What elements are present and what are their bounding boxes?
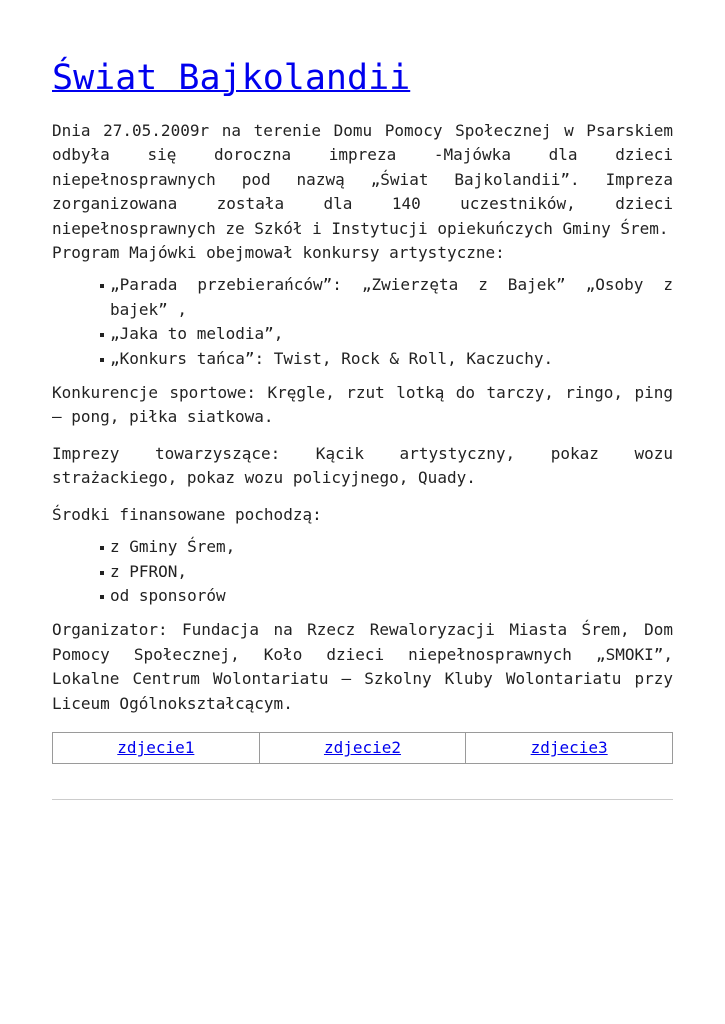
- organizer-paragraph: Organizator: Fundacja na Rzecz Rewaloryzacji Miasta Śrem, Dom Pomocy Społecznej, Koło dzieci niepełnosprawnych „SMOKI”, Lokalne Centrum Wolontariatu – Szkolny Kluby Wolontariatu przy Liceum Ogólnokształcącym.: [52, 620, 673, 713]
- photo-link-1[interactable]: zdjecie1: [117, 738, 195, 758]
- table-cell: [53, 732, 260, 763]
- funding-intro: Środki finansowane pochodzą:: [52, 504, 322, 524]
- contest-list: [52, 273, 673, 371]
- list-item: „Parada przebierańców”: „Zwierzęta z Bajek” „Osoby z bajek” ,: [110, 273, 673, 322]
- photo-link-3[interactable]: zdjecie3: [530, 738, 608, 758]
- table-cell: [259, 732, 466, 763]
- list-item: z PFRON,: [110, 560, 673, 584]
- list-item: od sponsorów: [110, 584, 673, 608]
- article-title: [52, 52, 673, 104]
- divider: [52, 799, 673, 800]
- funding-list: [52, 535, 673, 608]
- list-item: „Konkurs tańca”: Twist, Rock & Roll, Kaczuchy.: [110, 347, 673, 371]
- photo-links-table: [52, 732, 673, 764]
- sports-paragraph: Konkurencje sportowe: Kręgle, rzut lotką do tarczy, ringo, ping – pong, piłka siatkowa.: [52, 383, 673, 427]
- list-item: z Gminy Śrem,: [110, 535, 673, 559]
- program-intro: Program Majówki obejmował konkursy artystyczne:: [52, 243, 505, 263]
- table-cell: [466, 732, 673, 763]
- article: [52, 52, 673, 800]
- table-row: [53, 732, 673, 763]
- article-title-link[interactable]: Świat Bajkolandii: [52, 58, 411, 98]
- side-events-paragraph: Imprezy towarzyszące: Kącik artystyczny, pokaz wozu strażackiego, pokaz wozu policyjnego, Quady.: [52, 443, 673, 488]
- photo-link-2[interactable]: zdjecie2: [323, 738, 402, 758]
- list-item: „Jaka to melodia”,: [110, 322, 673, 346]
- intro-paragraph: Dnia 27.05.2009r na terenie Domu Pomocy Społecznej w Psarskiem odbyła się doroczna impreza -Majówka dla dzieci niepełnosprawnych pod nazwą „Świat Bajkolandii”. Impreza zorganizowana została dla 140 uczestników, dzieci niepełnosprawnych ze Szkół i Instytucji opiekuńczych Gminy Śrem.: [52, 121, 673, 238]
